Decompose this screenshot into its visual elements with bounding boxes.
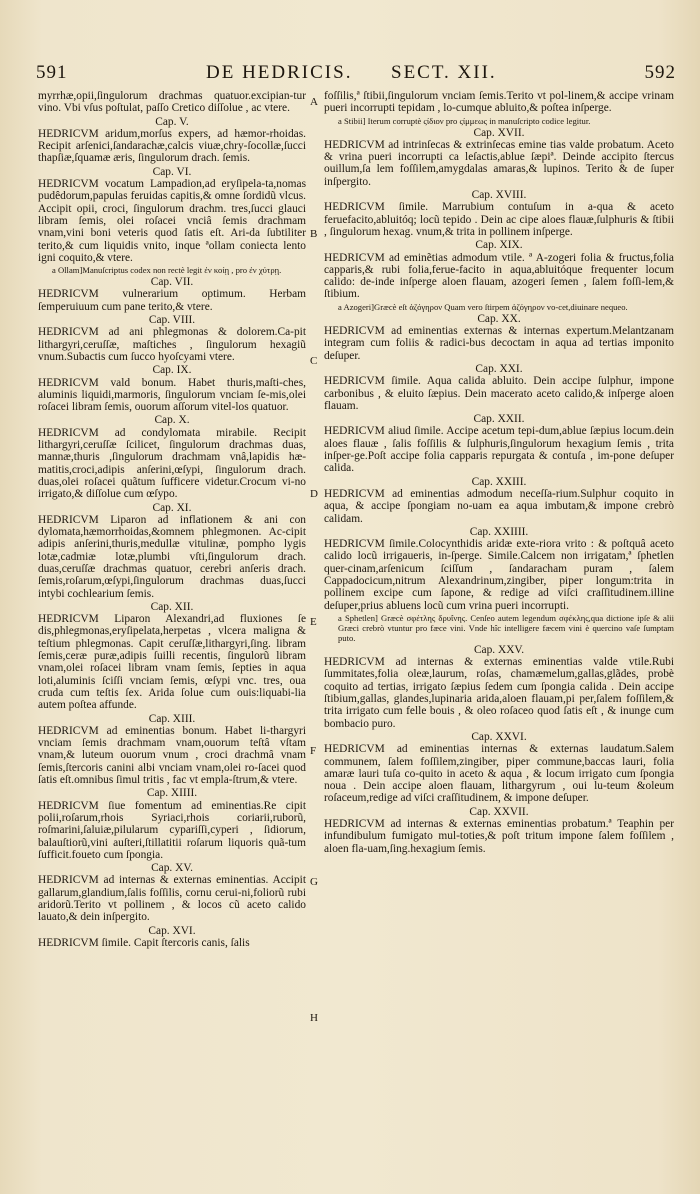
margin-letter: F (310, 745, 317, 757)
paragraph: HEDRICVM ad eminentias admodum neceſſa-rium.Sulphur coquito in aqua, & accipe ſpongiam no-uam ea aqua imbutam,& impone crebrò calidam. (324, 487, 674, 525)
chapter-heading: Cap. XIX. (475, 239, 523, 252)
paragraph: HEDRICVM Liparon Alexandri,ad fluxiones ſe dis,phlegmonas,eryſipelata,herpetas , vlcera maligna & teſtium phlegmonas. Capit ceruſſæ,lithargyri,ſing. libram ſemis,ceræ puræ,adipis ſuilli recentis, ſingulorũ libram vnam,olei roſacei libram vnam ſemis, ſepties in aqua loti,aluminis ſciſſi vnciam ſemis, œſypi vnc. tres, oua cruda cum teſtis ſex. Arida ſolue cum ouis:liquabi-lia autem poſtea affunde. (38, 613, 306, 712)
paragraph: foſſilis,ª ſtibii,ſingulorum vnciam ſemis.Terito vt pol-linem,& accipe vrinam pueri incorrupti tepidam , lo-cumque abluito,& poſtea inſperge. (324, 90, 674, 115)
footnote: a Azogeri]Græcè eſt ἀζόγηρον Quam vero ſtirpem ἀζόγηρον vo-cet,diuinare nequeo. (338, 301, 628, 312)
chapter-heading: Cap. XVII. (473, 126, 525, 139)
chapter-heading: Cap. XXIIII. (469, 525, 529, 538)
chapter-heading: Cap. XVI. (148, 924, 196, 937)
paragraph: HEDRICVM vulnerarium optimum. Herbam ſemperuiuum cum pane terito,& vtere. (38, 288, 306, 313)
chapter-heading: Cap. XXVI. (471, 730, 527, 743)
chapter-heading: Cap. X. (154, 414, 190, 427)
header-title: DE HEDRICIS. (206, 62, 353, 83)
page-number-right: 592 (644, 62, 676, 83)
paragraph: HEDRICVM ad internas & externas eminentias. Accipit gallarum,glandium,ſalis foſſilis, cornu cerui-ni,foliorũ rubi aridorũ.Terito vt pollinem , & locos cũ aceto calido lauato,& dein inſpergito. (38, 874, 306, 924)
paragraph: HEDRICVM aridum,morſus expers, ad hæmor-rhoidas. Recipit arſenici,ſandarachæ,calcis viuæ,chry-ſocollæ,ſucci thapſiæ,ſquamæ æris, ſingulorum drach. ſemis. (38, 127, 306, 165)
paragraph: HEDRICVM vocatum Lampadion,ad eryſipela-ta,nomas pudêdorum,papulas feruidas capitis,& omne ſordidũ vlcus. Accipit opii, croci, ſingulorum drachm. tres,ſucci glauci libram ſemis, olei roſacei vnciâ ſemis drachmam vnam,vini boni veteris quod ſatis eſt. Ari-da ſubtiliter terito,& cum liquidis vnito, inque ªollam coniecta lento igni coquito,& vtere. (38, 178, 306, 264)
margin-letter: B (310, 228, 318, 240)
header-section: SECT. XII. (391, 62, 497, 83)
paragraph: HEDRICVM ſimile. Capit ſtercoris canis, ſalis (38, 936, 250, 949)
chapter-heading: Cap. XVIII. (471, 189, 527, 202)
chapter-heading: Cap. IX. (152, 364, 192, 377)
paragraph: HEDRICVM ad eminentias bonum. Habet li-thargyri vnciam ſemis drachmam vnam,ouorum teſtâ vſtam vnam,& luteum ouorum vnum , croci drachmâ vnam ſemis,ſtercoris canini albi vnciam vnam,olei ro-ſacei quod ſatis eſt.omnibus ſimul tritis , fac vt empla-ſtrum,& vtere. (38, 724, 306, 787)
paragraph: HEDRICVM aliud ſimile. Accipe acetum tepi-dum,ablue ſæpius locum.dein aloes flauæ , ſalis foſſilis & ſulphuris,ſingulorum hexagium ſemis , trita inſper-ge.Poſt accipe folia capparis repurgata & contuſa , im-pone deſuper calida. (324, 425, 674, 475)
margin-letter: E (310, 616, 317, 628)
paragraph: HEDRICVM ad internas & externas eminentias probatum.ª Teaphin per infundibulum fumigato mul-toties,& poſt tritum impone ſalem foſſilem , aloen fla-uam,ſing.hexagium ſemis. (324, 818, 674, 855)
footnote: a Sphetlen] Græcè σφέτλης δρυΐνης. Cenſeo autem legendum σφέκλης,qua dictione ipſe & alii Græci crebrò vtuntur pro fæce vini. Vnde hîc intelligere fæcem vini è quercino vaſe ſumptam puto. (338, 612, 674, 643)
chapter-heading: Cap. XXI. (475, 362, 523, 375)
running-header (36, 62, 676, 84)
margin-letter: A (310, 96, 318, 108)
paragraph: HEDRICVM ſiue fomentum ad eminentias.Re cipit polii,roſarum,rhois Syriaci,rhois coriarii,ruborũ, roſmarini,ſaluiæ,pilularum cypariſſi,cyperi , ſidiorum, balauſtiorũ,vini auſteri,ſtillatitii roſarum liquoris quã-tum ſufficit.foueto cum ſpongia. (38, 799, 306, 861)
chapter-heading: Cap. XXIII. (471, 475, 527, 488)
paragraph: myrrhæ,opii,ſingulorum drachmas quatuor.excipian-tur vino. Vbi vſus poſtulat, paſſo Cretico diſſolue , ac vtere. (38, 90, 306, 115)
paragraph: HEDRICVM vald bonum. Habet thuris,maſti-ches, aluminis liquidi,marmoris, ſingulorum vnciam ſe-mis,olei roſacei libram ſemis, ouorum aſſorum vitel-los quatuor. (38, 376, 306, 414)
chapter-heading: Cap. XX. (477, 312, 521, 325)
chapter-heading: Cap. V. (155, 115, 189, 128)
footnote: a Stibii] Iterum corruptè ςίδιον pro ςίμμεως in manuſcripto codice legitur. (338, 115, 591, 126)
paragraph: HEDRICVM ad eminentias externas & internas expertum.Melantzanam integram cum foliis & radici-bus decoctam in aqua ad tertias imponito deſuper. (324, 325, 674, 362)
margin-letter: G (310, 876, 318, 888)
margin-letter: D (310, 488, 318, 500)
margin-letter: C (310, 355, 318, 367)
paragraph: HEDRICVM ſimile.Colocynthidis aridæ exte-riora vrito : & poſtquâ aceto calido locũ irrigaueris, in-ſperge. Simile.Calcem non irrigatam,ª ſphetlen quer-cinam,arſenicum ſciſſum , ſandaracham puram , ſalem Cappadocicum,nitrum Alexandrinum,zingiber, piper longum:trita in pollinem excipe cum ſapone, & redige ad viſci craſſitudinem.illine deſuper,prius abluens locũ cum vrina pueri incorrupti. (324, 538, 674, 612)
chapter-heading: Cap. XV. (151, 862, 193, 875)
paragraph: HEDRICVM Liparon ad inflationem & ani con dylomata,hæmorrhoidas,&omnem phlegmonen. Ac-cipit adipis anſerini,thuris,medullæ vitulinæ, pompho lygis lotæ,cadmiæ lotæ,plumbi vſti,ſingulorum drach. duas,ceruſſæ drachmas quatuor, cerebri anſeris drach. ſemis,roſarum,œſypi,ſingulorum drachmas duas,ſucci intybi cochlearium ſemis. (38, 513, 306, 600)
chapter-heading: Cap. XI. (152, 501, 192, 514)
chapter-heading: Cap. XXV. (473, 643, 525, 656)
left-column (38, 90, 306, 950)
chapter-heading: Cap. XIIII. (146, 787, 198, 800)
chapter-heading: Cap. XIII. (148, 712, 196, 725)
paragraph: HEDRICVM ad eminẽtias admodum vtile. ª A-zogeri folia & fructus,folia capparis,& rubi folia,ferue-facito in aqua,abluitóque frequenter locum calido: de-inde inſperge aloen flauam, azogeri ſemen , ſalem foſſi-lem,& ſtibium. (324, 251, 674, 301)
paragraph: HEDRICVM ad eminentias internas & externas laudatum.Salem communem, ſalem foſſilem,zingiber, piper commune,baccas lauri, folia amaræ lauri tuſa co-quito in aceto & aqua , & locum irrigato cum ſpongia noua . Dein accipe aloen flauam, lithargyrum , oui lu-teum &oleum roſaceum,redige ad viſci craſſitudinem, & impone deſuper. (324, 743, 674, 805)
chapter-heading: Cap. XII. (150, 600, 194, 613)
chapter-heading: Cap. VI. (152, 165, 192, 178)
page-number-left: 591 (36, 62, 68, 83)
chapter-heading: Cap. VIII. (148, 314, 196, 327)
chapter-heading: Cap. XXII. (473, 413, 525, 426)
chapter-heading: Cap. XXVII. (469, 805, 529, 818)
paragraph: HEDRICVM ſimile. Marrubium contuſum in a-qua & aceto feruefacito,abluitóq; locũ tepido . Dein ac cipe aloes flauæ,ſulphuris & ſtibii , ſingulorum hexag. vnum,& trita in pollinem inſperge. (324, 201, 674, 238)
margin-letter: H (310, 1012, 318, 1024)
right-column (324, 90, 674, 856)
chapter-heading: Cap. VII. (150, 276, 194, 289)
footnote: a Ollam]Manuſcriptus codex non rectè legit ἐν κοίῃ , pro ἐν χύτρῃ. (52, 265, 282, 276)
paragraph: HEDRICVM ad internas & externas eminentias valde vtile.Rubi ſummitates,folia oleæ,laurum, roſas, chamæmelum,gallas,glãdes, probè coquito ad tertias, irrigato ſæpius ſedem cum ſpongia calida . Dein accipe ſtibium,gallas, glandes,lupinaria arida,aloen flauam,pi per,ſalem foſſilem,& trita irrigato cum felle bouis , & oleo roſaceo quod ſatis eſt , & inunge cum bombacio puro. (324, 656, 674, 730)
paragraph: HEDRICVM ſimile. Aqua calida abluito. Dein accipe ſulphur, impone carbonibus , & eluito ſæpius. Dein macerato aceto calido,& inſperge aloen flauam. (324, 375, 674, 412)
paragraph: HEDRICVM ad condylomata mirabile. Recipit lithargyri,ceruſſæ ſcilicet, ſingulorum drachmas duas, mannæ,thuris ,ſingulorum drachmam vnâ,lapidis hæ-matitis,croci,adipis anſerini,œſypi, ſingulorum drach. duas,olei roſacei quãtum ſufficere videtur.Crocum vi-no irrigato,& diſſolue cum œſypo. (38, 426, 306, 501)
paragraph: HEDRICVM ad intrinſecas & extrinſecas emine tias valde probatum. Aceto & vrina pueri incorrupti ca leſactis,ablue ſæpiª. Deinde accipito ſtercus ouillum,ſa lem foſſilem,amygdalas amaras,& lupinos. Terito & de ſuper inſpergito. (324, 138, 674, 188)
paragraph: HEDRICVM ad ani phlegmonas & dolorem.Ca-pit lithargyri,ceruſſæ, maſtiches , ſingulorum hexagiũ vnum.Subactis cum ſucco hyoſcyami vtere. (38, 326, 306, 363)
